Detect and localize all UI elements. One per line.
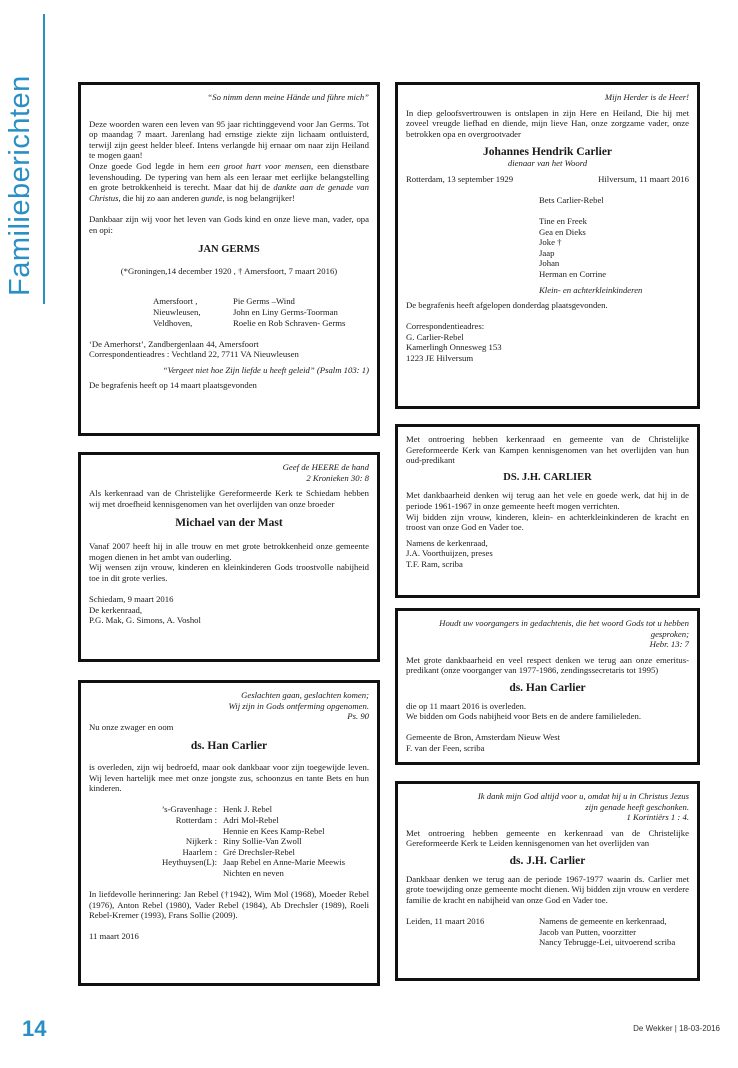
notice-intro: Deze woorden waren een leven van 95 jaar richtinggevend voor Jan Germs. Tot op maandag 7 maart. Jarenlang had ernstige ziekte zijn lichaam ontluisterd, terwijl zijn geest helder bleef. Intens verlangde hij ernaar om naar zijn Heiland te mogen gaan! <box>89 118 369 161</box>
motto: Mijn Herder is de Heer! <box>604 92 689 102</box>
list-item <box>141 868 345 879</box>
text: , een dienstbare levenshouding. De typering van hem als een leraar met eerlijke belangstelling en grote betrokkenheid is terecht. Maar dat hij de <box>89 160 369 193</box>
list-item <box>141 836 345 847</box>
notice-carlier-rebel-family <box>78 680 380 986</box>
text: Onze goede God legde in hem <box>89 160 208 171</box>
quote: “Vergeet niet hoe Zijn liefde u heeft geleid” (Psalm 103: 1) <box>162 364 369 375</box>
notice-jan-germs <box>78 82 380 436</box>
correspondence-address: Correspondentieadres : Vechtland 22, 7711 VA Nieuwleusen <box>89 349 299 360</box>
motto: “So nimm denn meine Hände und führe mich” <box>207 92 369 102</box>
signature-block <box>406 916 689 948</box>
list-item: Joke † <box>539 237 562 248</box>
text-italic: gunde <box>201 192 223 203</box>
text-italic: een groot hart voor mensen <box>207 160 311 171</box>
deceased-name: ds. Han Carlier <box>509 681 586 694</box>
motto-reference: Hebr. 13: 7 <box>649 639 689 650</box>
list-item: Jaap <box>539 247 555 258</box>
notice-body: die op 11 maart 2016 is overleden. <box>406 700 527 711</box>
notice-intro: Als kerkenraad van de Christelijke Gereformeerde Kerk te Schiedam hebben wij met droefheid kennisgenomen van het overlijden van onze broeder <box>89 488 369 509</box>
family-list <box>153 296 345 328</box>
names: Hennie en Kees Kamp-Rebel <box>223 825 325 836</box>
motto-reference: 2 Kronieken 30: 8 <box>306 472 369 483</box>
birth: Rotterdam, 13 september 1929 <box>406 173 514 184</box>
list-item: Johan <box>539 258 560 269</box>
life-dates: (*Groningen,14 december 1920 , † Amersfoort, 7 maart 2016) <box>120 265 338 276</box>
correspondence-name: G. Carlier-Rebel <box>406 331 464 342</box>
place: Haarlem : <box>182 846 217 857</box>
list-item: Herman en Corrine <box>539 268 607 279</box>
text: , die hij zo aan anderen <box>118 192 202 203</box>
place <box>141 826 223 837</box>
life-dates <box>406 174 689 185</box>
names: Pie Germs –Wind <box>233 296 295 307</box>
notice-thanks: Dankbaar zijn wij voor het leven van Gods kind en onze lieve man, vader, opa en opi: <box>89 213 369 235</box>
place: Rotterdam : <box>175 814 217 825</box>
signature: Nancy Tebrugge-Lei, uitvoerend scriba <box>539 937 676 948</box>
date: 11 maart 2016 <box>89 931 139 942</box>
notice-carlier-leiden <box>395 781 700 981</box>
subtitle: dienaar van het Woord <box>507 157 588 168</box>
place: Amersfoort , <box>153 296 198 307</box>
names: Riny Sollie-Van Zwoll <box>223 836 302 847</box>
list-item <box>141 847 345 858</box>
signature: T.F. Ram, scriba <box>406 558 463 569</box>
names: Jaap Rebel en Anne-Marie Meewis <box>223 857 346 868</box>
deceased-name: Michael van der Mast <box>175 517 283 530</box>
place <box>141 868 223 879</box>
correspondence-city: 1223 JE Hilversum <box>406 353 474 364</box>
place: Heythuysen(L): <box>161 857 217 868</box>
list-item: Gea en Dieks <box>539 226 586 237</box>
grandchildren: Klein- en achterkleinkinderen <box>539 284 643 295</box>
motto-reference: 1 Korintiërs 1 : 4. <box>626 812 689 823</box>
deceased-name: DS. J.H. CARLIER <box>503 471 592 483</box>
text: , is nog belangrijker! <box>222 192 295 203</box>
section-title: Familieberichten <box>4 75 36 296</box>
place-date: Leiden, 11 maart 2016 <box>406 915 485 926</box>
memory-note: In liefdevolle herinnering: Jan Rebel (†1942), Wim Mol (1968), Moeder Rebel (1976), Anton Rebel (1980), Vader Rebel (1984), Ab Drechsler (1989), Roeli Rebel-Kremer (1993), Frans Sollie (2009). <box>89 889 369 921</box>
place-date: Schiedam, 9 maart 2016 <box>89 593 174 604</box>
motto: Wij zijn in Gods ontferming opgenomen. <box>228 700 369 711</box>
family-list <box>539 195 689 295</box>
place: Nijkerk : <box>185 836 217 847</box>
funeral-note: De begrafenis heeft op 14 maart plaatsgevonden <box>89 380 257 391</box>
place: ’s-Gravenhage : <box>161 804 217 815</box>
deceased-name: JAN GERMS <box>198 244 260 256</box>
deceased-name: Johannes Hendrik Carlier <box>482 146 613 159</box>
notice-body: Dankbaar denken we terug aan de periode 1967-1977 waarin ds. Carlier met grote toewijding onze gemeente mocht dienen. Wij bidden zijn vrouw en verdere familie de kracht en nabijheid van onze God en Vader toe. <box>406 873 689 905</box>
notice-paragraph <box>89 161 369 203</box>
notice-carlier-family <box>395 82 700 409</box>
list-item <box>153 307 345 318</box>
notice-carlier-amsterdam <box>395 608 700 765</box>
notice-body: We bidden om Gods nabijheid voor Bets en de andere familieleden. <box>406 711 641 722</box>
place: Veldhoven, <box>153 317 193 328</box>
notice-body: Wij bidden zijn vrouw, kinderen, klein- en achterkleinkinderen de kracht en troost van onze God en Vader toe. <box>406 511 689 533</box>
signatures <box>539 916 689 948</box>
deceased-name: ds. Han Carlier <box>190 740 268 753</box>
list-item <box>141 804 345 815</box>
names: Adri Mol-Rebel <box>223 814 279 825</box>
notice-van-der-mast <box>78 452 380 662</box>
notice-body: Vanaf 2007 heeft hij in alle trouw en met grote betrokkenheid onze gemeente mogen dienen in het ambt van ouderling. <box>89 540 369 562</box>
correspondence-street: Kamerlingh Onnesweg 153 <box>406 342 502 353</box>
family-list <box>141 804 345 878</box>
list-item <box>141 815 345 826</box>
names: Gré Drechsler-Rebel <box>223 846 295 857</box>
motto-reference: Ps. 90 <box>347 711 369 722</box>
notice-body: Wij wensen zijn vrouw, kinderen en kleinkinderen Gods troostvolle nabijheid toe in dit grote verlies. <box>89 562 369 583</box>
deceased-name: ds. J.H. Carlier <box>509 854 586 867</box>
list-item: Tine en Freek <box>539 215 587 226</box>
section-divider <box>43 14 45 304</box>
names: Henk J. Rebel <box>223 804 272 815</box>
notice-intro: Met ontroering hebben kerkenraad en gemeente van de Christelijke Gereformeerde Kerk van Kampen kennisgenomen van het overlijden van hun oud-predikant <box>406 434 689 466</box>
notice-intro: Met grote dankbaarheid en veel respect denken we terug aan onze emerituspredikant (onze voorganger van 1977-1986, zendingssecretaris tot 1995) <box>406 654 689 676</box>
motto: Geef de HEERE de hand <box>282 462 369 472</box>
signature: J.A. Voorthuijzen, preses <box>406 548 493 559</box>
motto: zijn genade heeft geschonken. <box>585 801 689 812</box>
list-item: Bets Carlier-Rebel <box>539 194 604 205</box>
list-item <box>153 318 345 329</box>
footer: De Wekker | 18-03-2016 <box>633 1024 720 1033</box>
motto: Geslachten gaan, geslachten komen; <box>241 690 369 700</box>
notice-intro: In diep geloofsvertrouwen is ontslapen in zijn Here en Heiland, Die hij met zoveel vreugde liefhad en diende, mijn lieve Han, onze zorgzame vader, onze betrokken opa en overgrootvader <box>406 107 689 139</box>
signature: P.G. Mak, G. Simons, A. Voshol <box>89 615 201 626</box>
death: Hilversum, 11 maart 2016 <box>598 173 689 184</box>
address: ‘De Amerhorst’, Zandbergenlaan 44, Amersfoort <box>89 338 259 349</box>
notice-body: Met dankbaarheid denken wij terug aan het vele en goede werk, dat hij in de periode 1961-1967 in onze gemeente heeft mogen verrichten. <box>406 490 689 511</box>
names: John en Liny Germs-Toorman <box>233 306 338 317</box>
list-item <box>141 826 345 837</box>
signature: Gemeente de Bron, Amsterdam Nieuw West <box>406 732 561 743</box>
notice-intro: Nu onze zwager en oom <box>89 721 174 732</box>
signature: Jacob van Putten, voorzitter <box>539 926 636 937</box>
list-item <box>141 857 345 868</box>
list-item <box>153 296 345 307</box>
notice-carlier-kampen <box>395 424 700 598</box>
notice-body: is overleden, zijn wij bedroefd, maar ook dankbaar voor zijn toegewijde leven. Wij leven hartelijk mee met onze jongste zus, schoonzus en tante Bets en hun kinderen. <box>89 761 369 794</box>
signature: F. van der Feen, scriba <box>406 742 485 753</box>
page-number: 14 <box>22 1016 47 1041</box>
signature: Namens de gemeente en kerkenraad, <box>539 915 667 926</box>
names: Roelie en Rob Schraven- Germs <box>233 317 346 328</box>
names: Nichten en neven <box>223 867 284 878</box>
notice-intro: Met ontroering hebben gemeente en kerkenraad van de Christelijke Gereformeerde Kerk te Leiden kennisgenomen van het overlijden van <box>406 827 689 849</box>
motto: Houdt uw voorgangers in gedachtenis, die het woord Gods tot u hebben gesproken; <box>439 618 689 639</box>
signature: Namens de kerkenraad, <box>406 537 488 548</box>
place: Nieuwleusen, <box>153 306 201 317</box>
funeral-note: De begrafenis heeft afgelopen donderdag plaatsgevonden. <box>406 300 608 311</box>
text-italic: dankte aan de genade van Christus <box>89 182 369 203</box>
motto: Ik dank mijn God altijd voor u, omdat hij u in Christus Jezus <box>477 791 689 801</box>
correspondence-label: Correspondentieadres: <box>406 321 485 332</box>
signature: De kerkenraad, <box>89 604 143 615</box>
